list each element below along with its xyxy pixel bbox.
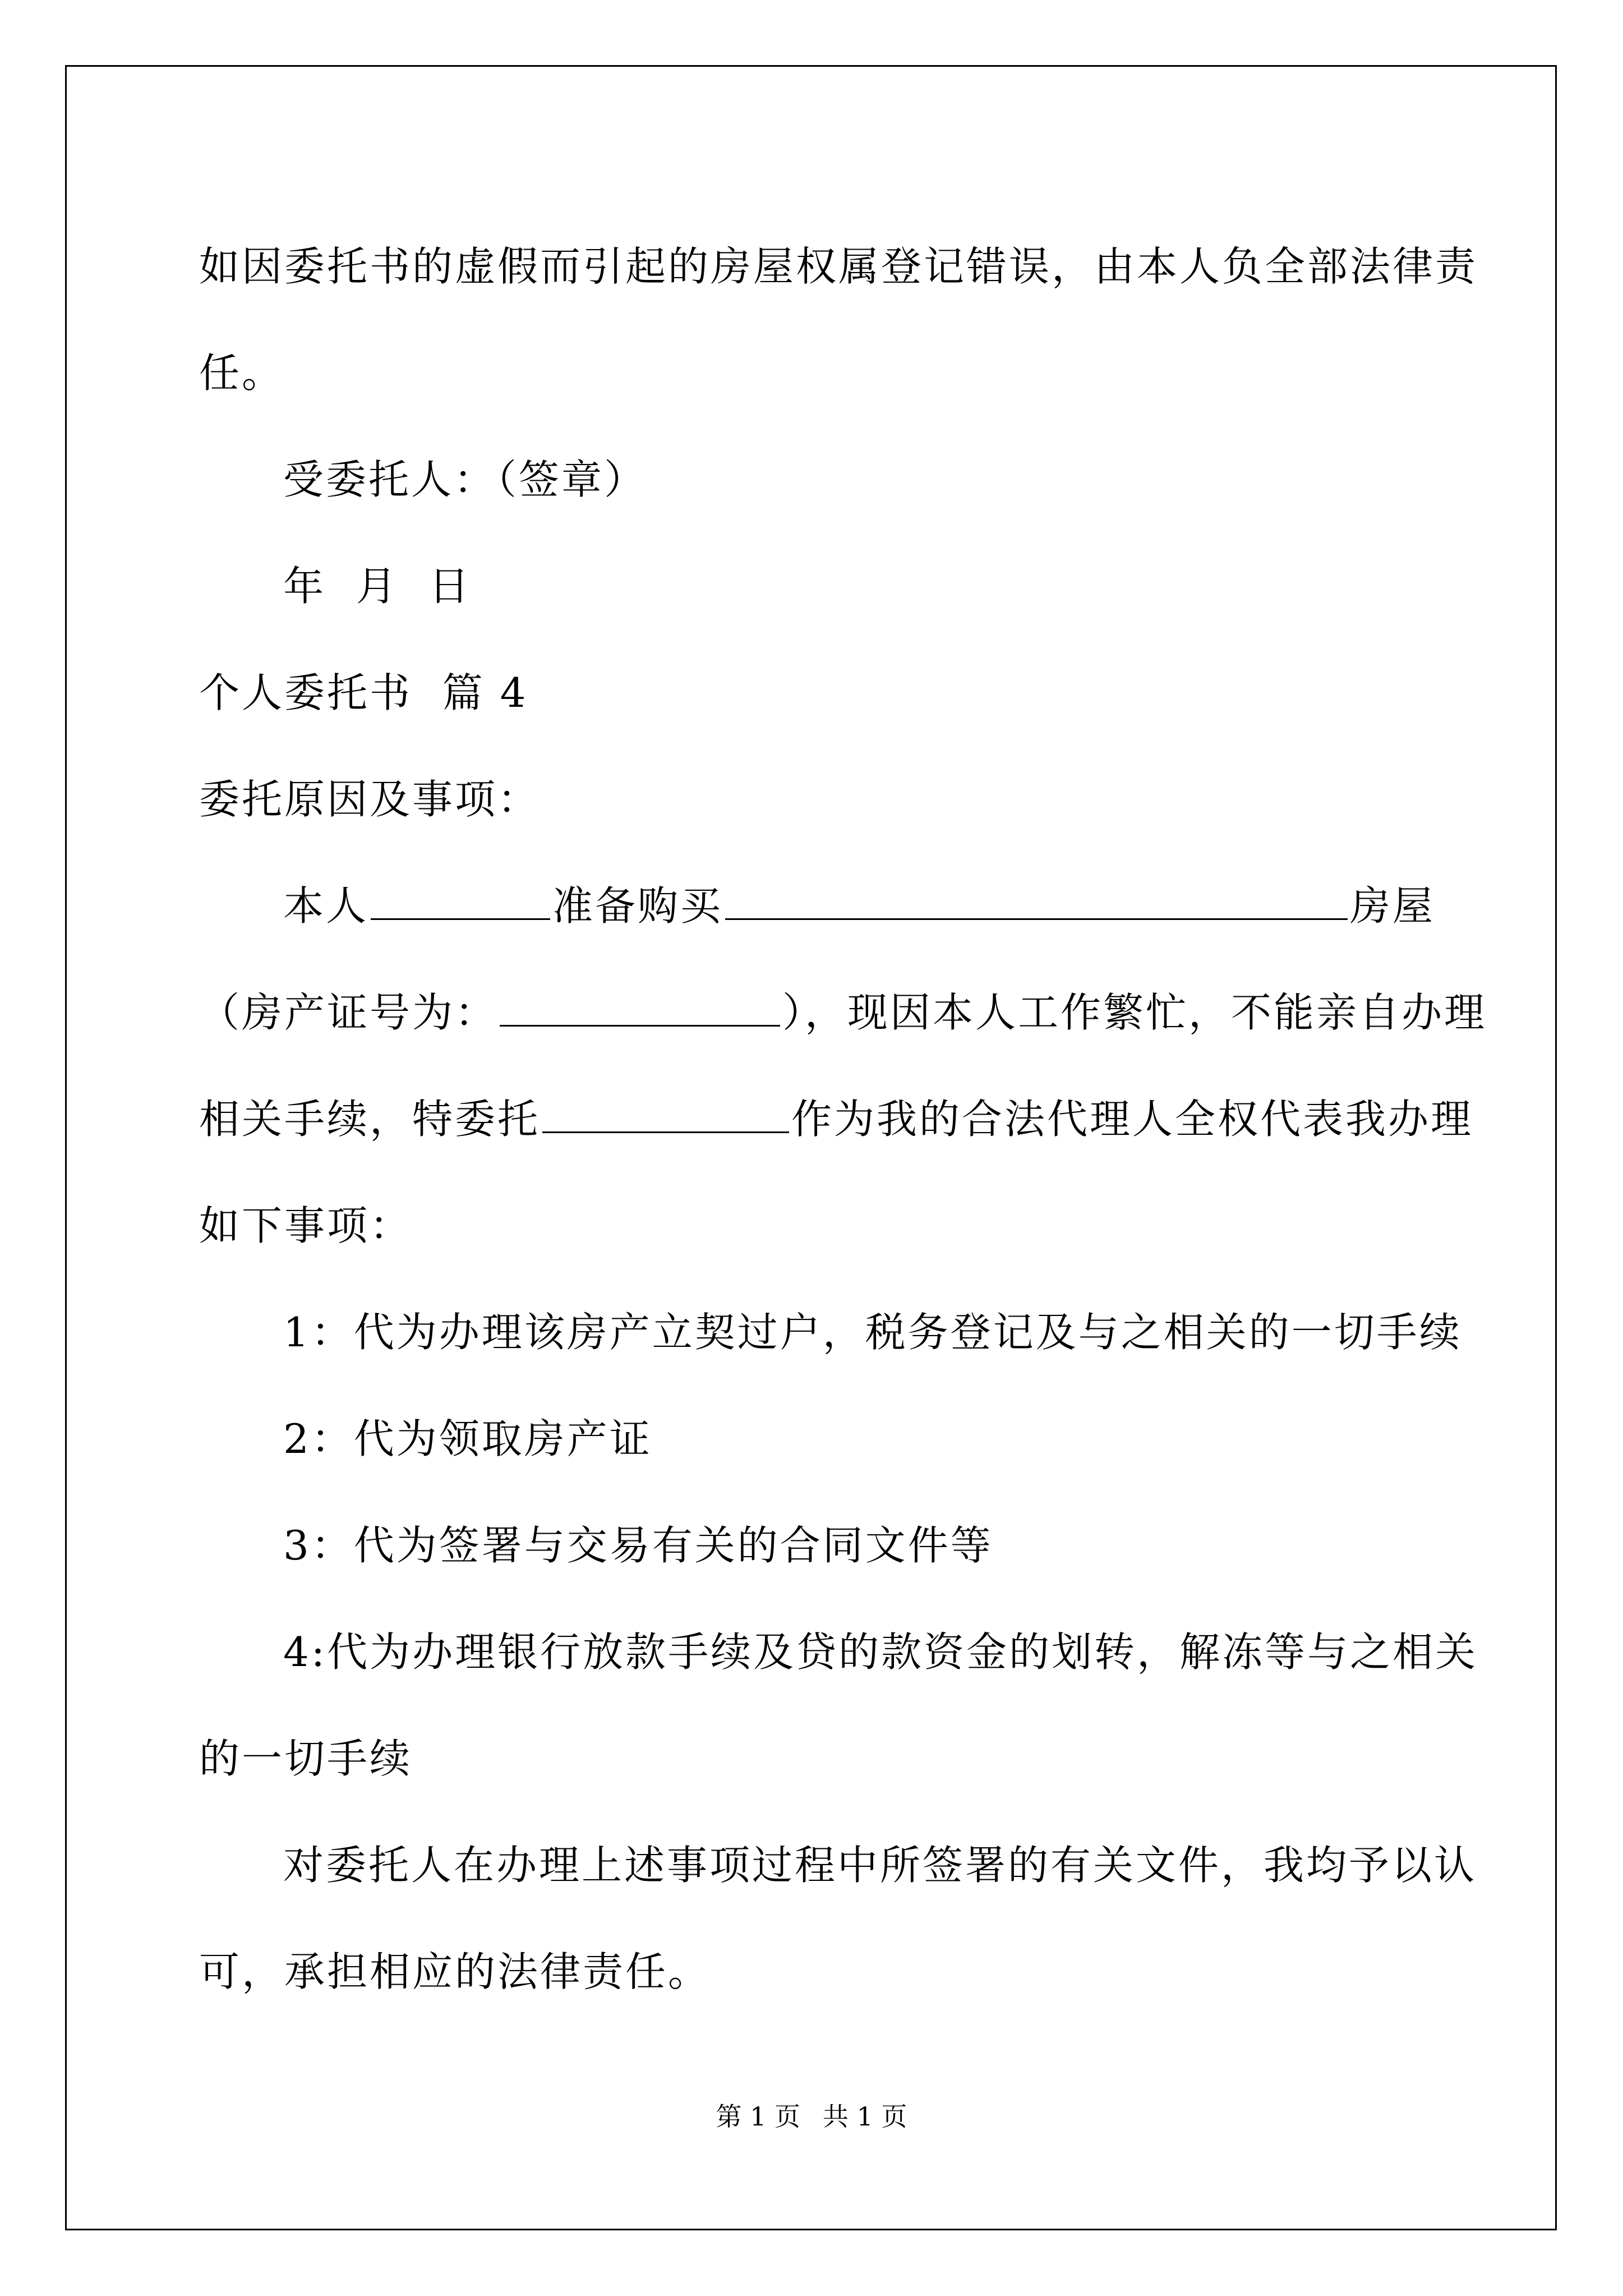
property-address-blank[interactable]: [725, 884, 1348, 920]
name-blank[interactable]: [371, 884, 550, 920]
purchase-text-b: 准备购买: [552, 882, 723, 930]
list-item: 3：代为签署与交易有关的合同文件等: [283, 1522, 993, 1569]
agent-text-a: 相关手续，特委托: [199, 1096, 541, 1143]
page-footer: [0, 2100, 1623, 2133]
agent-text-b: 作为我的合法代理人全权代表我办理: [791, 1096, 1474, 1143]
date-line: 年 月 日: [283, 563, 472, 610]
certificate-text-b: ），现因本人工作繁忙，不能亲自办理: [782, 989, 1487, 1036]
agent-name-blank[interactable]: [542, 1097, 789, 1133]
purchase-text-a: 本人: [283, 882, 369, 930]
list-item: 2：代为领取房产证: [283, 1415, 652, 1462]
paragraph-line: 如下事项：: [199, 1202, 413, 1249]
page-number-current: 第 1 页: [716, 2101, 800, 2132]
trustee-signature-line: 受委托人：（签章）: [283, 456, 647, 503]
purchase-line: [199, 853, 1436, 959]
paragraph-line: 如因委托书的虚假而引起的房屋权属登记错误，由本人负全部法律责: [199, 243, 1478, 290]
list-item: 4:代为办理银行放款手续及贷的款资金的划转，解冻等与之相关: [283, 1628, 1478, 1676]
certificate-text-a: （房产证号为：: [199, 989, 498, 1036]
closing-paragraph: 对委托人在办理上述事项过程中所签署的有关文件，我均予以认: [283, 1842, 1477, 1889]
certificate-line: [199, 959, 1487, 1066]
section-title: 个人委托书 篇 4: [199, 669, 528, 716]
list-item: 1：代为办理该房产立契过户，税务登记及与之相关的一切手续: [283, 1309, 1462, 1356]
purchase-text-c: 房屋: [1350, 882, 1436, 930]
reason-heading: 委托原因及事项：: [199, 776, 541, 823]
list-item-continuation: 的一切手续: [199, 1735, 413, 1782]
paragraph-line: 任。: [199, 349, 285, 397]
page-number-total: 共 1 页: [823, 2101, 907, 2132]
closing-paragraph-continuation: 可，承担相应的法律责任。: [199, 1948, 711, 1995]
certificate-number-blank[interactable]: [500, 990, 780, 1027]
agent-line: [199, 1066, 1474, 1172]
document-body: [199, 213, 1487, 2025]
